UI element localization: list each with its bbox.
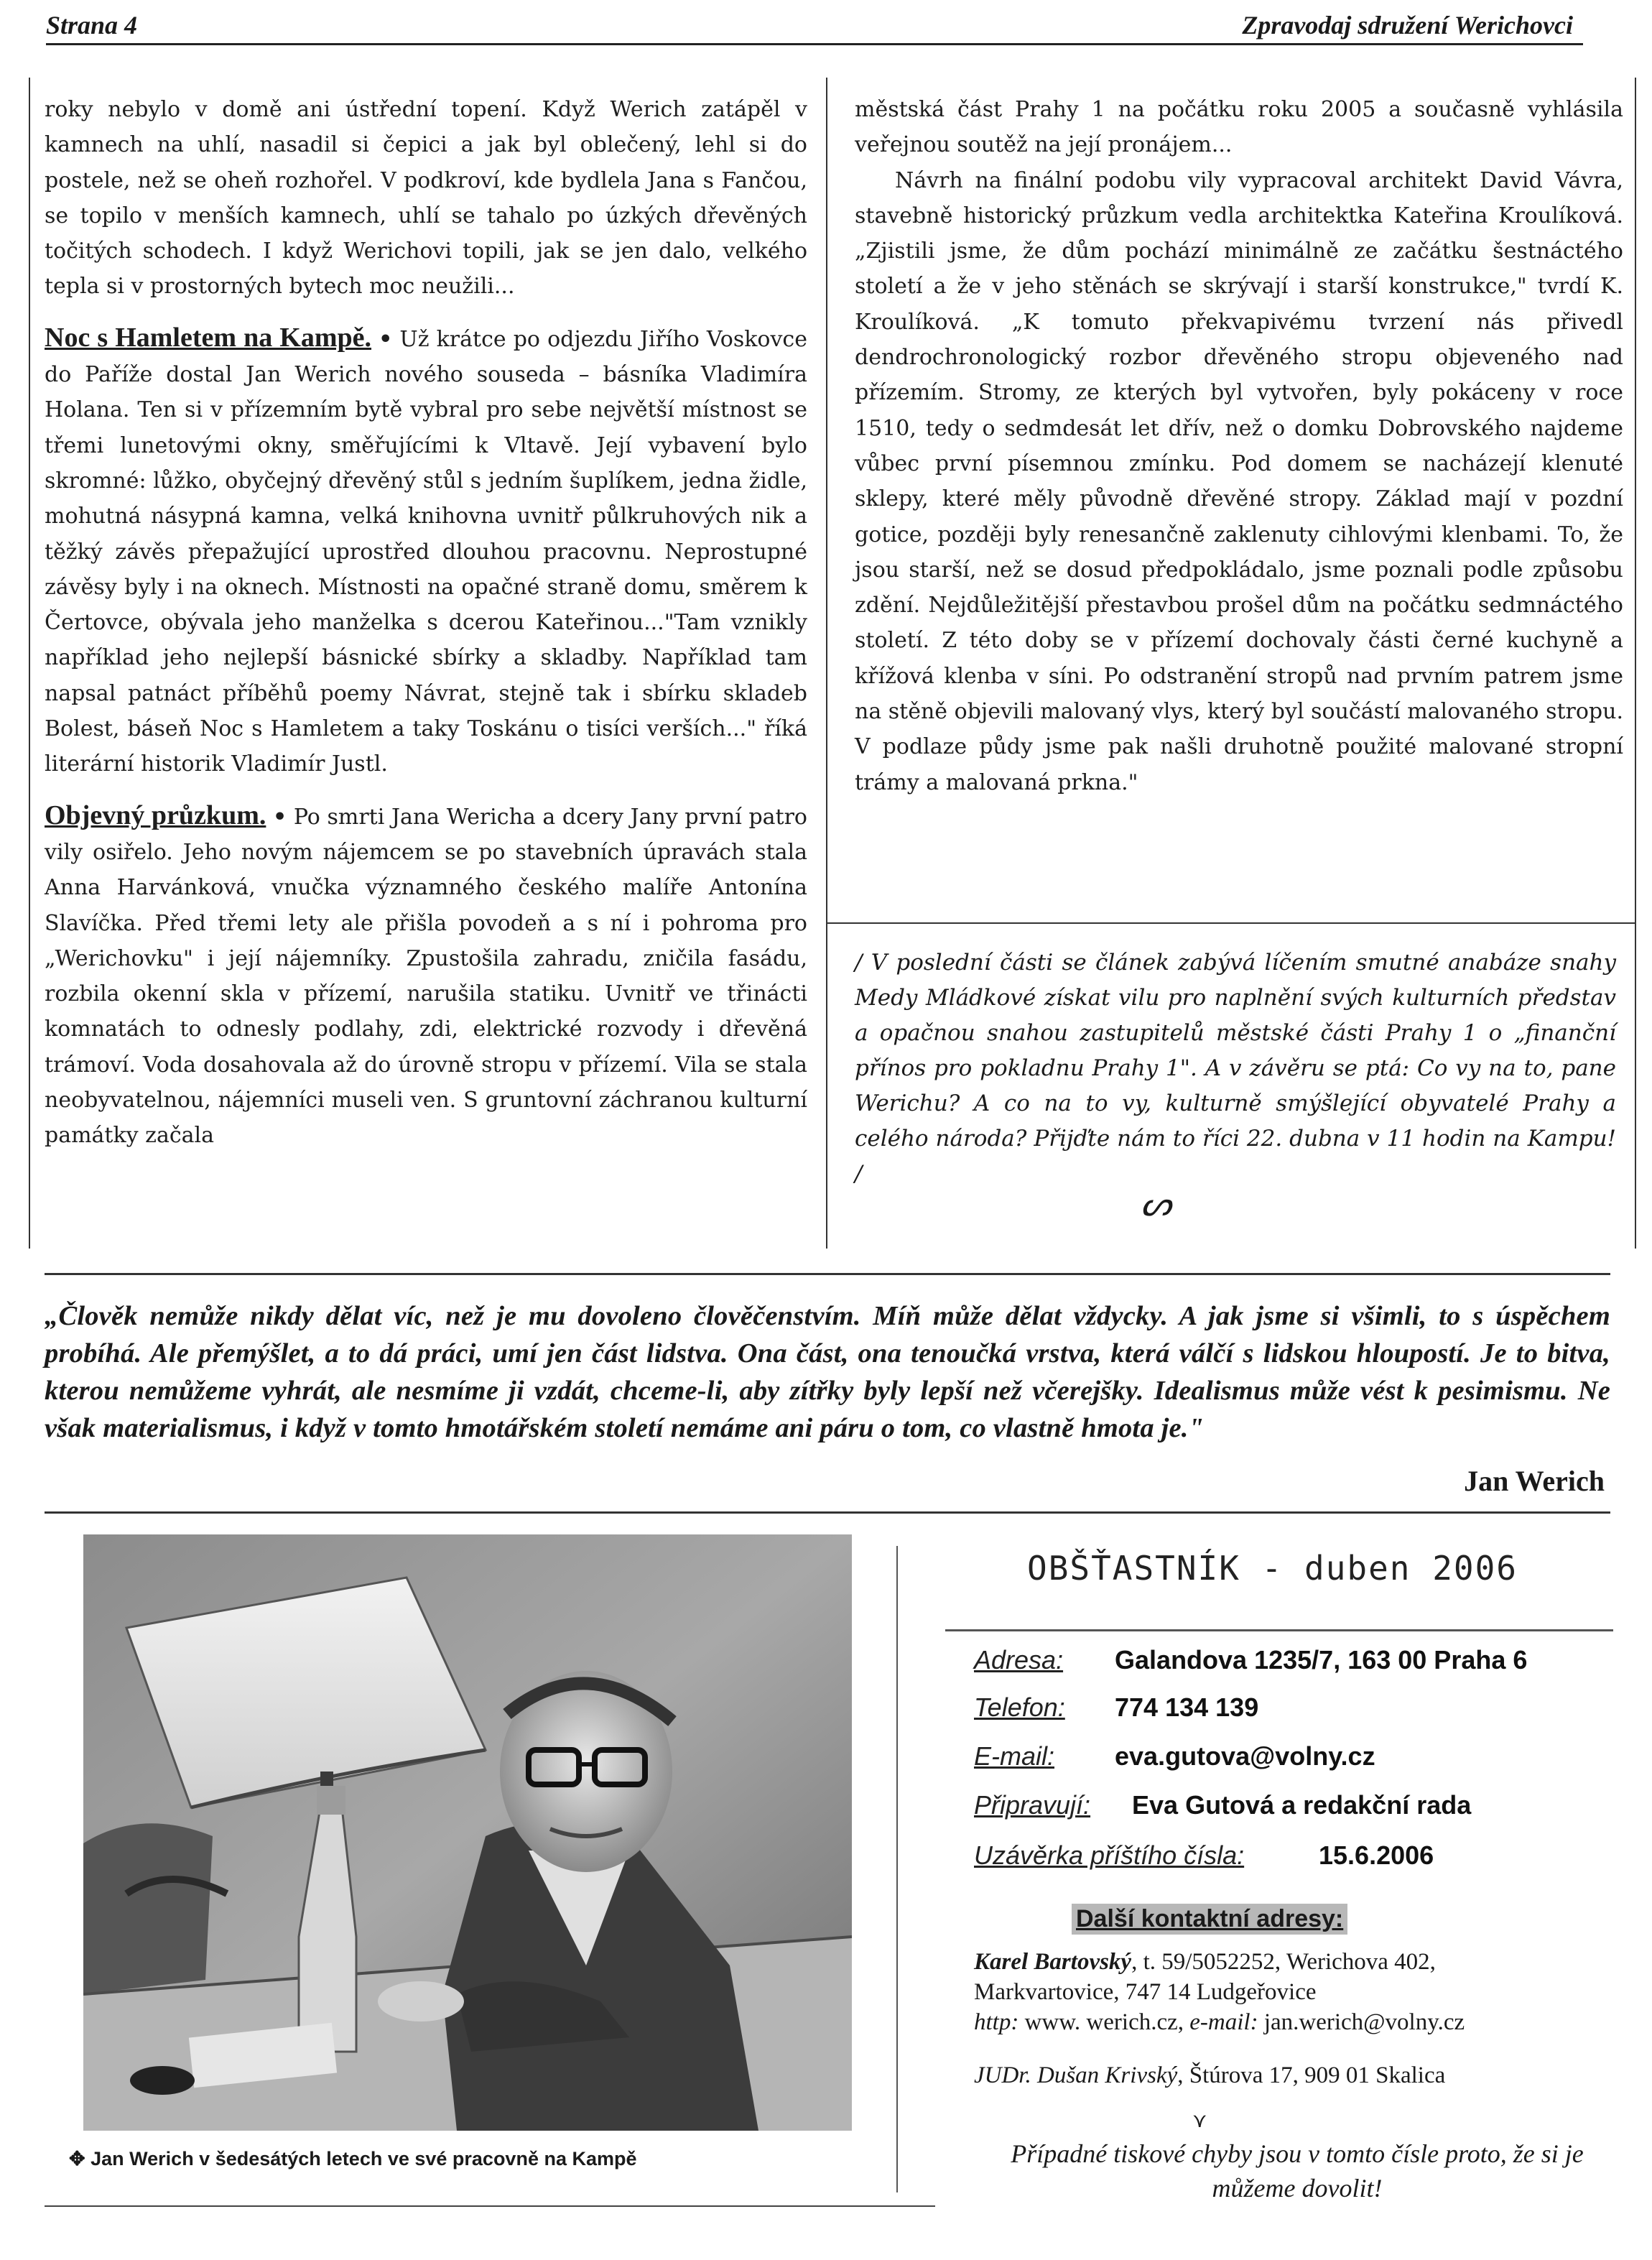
email-value: eva.gutova@volny.cz <box>1115 1741 1375 1771</box>
more-contacts-heading: Další kontaktní adresy: <box>1072 1904 1347 1935</box>
phone-value: 774 134 139 <box>1115 1692 1259 1722</box>
photo-caption: ✥ Jan Werich v šedesátých letech ve své pracovně na Kampě <box>69 2148 637 2169</box>
article-intro-paragraph: roky nebylo v domě ani ústřední topení. Když Werich zatápěl v kamnech na uhlí, nasadil si čepici a jak byl oblečený, lehl si do postele, než se oheň rozhořel. V podkroví, kde bydlela Jana s Fančou, se topilo v menších kamnech, uhlí se tahalo po úzkých dřevěných točitých schodech. I když Werichovi topili, jak se jen dalo, velkého tepla si v prostorných bytech moc neužili... <box>45 97 807 300</box>
werich-quote: „Člověk nemůže nikdy dělat víc, než je mu dovoleno člověčenstvím. Míň může dělat vždycky. A jak jsme si všimli, to s úspěchem probíhá. Ale přemýšlet, a to dá práci, umí jen část lidstva. Ona část, ona tenoučká vrstva, která válčí s lidskou hloupostí. Je to bitva, kterou nemůžeme vyhrát, ale nesmíme ji vzdát, chceme-li, aby zítřky byly lepší než včerejšky. Idealismus může vést k pesimismu. Ne však materialismus, i když v tomto hmotářském století nemáme ani páru o tom, co vlastně hmota je." <box>45 1301 1610 1443</box>
ornament-icon: ᔕ <box>1141 1184 1171 1224</box>
photo-illustration <box>83 1534 852 2131</box>
photo-bottom-rule <box>45 2205 935 2207</box>
section-objevny-pruzkum <box>45 798 807 1154</box>
deadline-value: 15.6.2006 <box>1319 1840 1434 1870</box>
page-number: Strana 4 <box>46 11 138 40</box>
newsletter-title: OBŠŤASTNÍK - duben 2006 <box>1027 1549 1518 1588</box>
prepare-row <box>974 1790 1471 1820</box>
publication-title: Zpravodaj sdružení Werichovci <box>1242 11 1573 40</box>
section-bullet: • <box>379 326 393 352</box>
address-label: Adresa: <box>974 1645 1064 1675</box>
contact-name: Karel Bartovský <box>974 1949 1132 1975</box>
email-label-2: e-mail: <box>1189 2009 1258 2035</box>
jan-werich-photo <box>83 1534 852 2131</box>
email-label: E-mail: <box>974 1741 1055 1771</box>
contact-email[interactable]: jan.werich@volny.cz <box>1258 2009 1465 2035</box>
note-rule <box>826 922 1636 924</box>
contact-address: Markvartovice, 747 14 Ludgeřovice <box>974 1979 1317 2005</box>
section-bullet: • <box>273 804 287 830</box>
contact-name: JUDr. Dušan Krivský <box>974 2062 1178 2088</box>
header-rule <box>46 43 1583 45</box>
editor-note: / V poslední části se článek zabývá líčením smutné anabáze snahy Medy Mládkové získat vilu pro naplnění svých kulturních představ a opačnou snahou zastupitelů městské části Prahy 1 o „finanční přínos pro pokladnu Prahy 1". A v závěru se ptá: Co vy na to, pane Werichu? A co na to vy, kulturně smýšlející obyvatelé Prahy a celého národa? Přijďte nám to říci 22. dubna v 11 hodin na Kampu! / <box>855 950 1616 1187</box>
address-row <box>974 1645 1527 1675</box>
prepare-label: Připravují: <box>974 1790 1091 1820</box>
http-label: http: <box>974 2009 1019 2035</box>
section-title-noc-s-hamletem: Noc s Hamletem na Kampě. <box>45 322 372 353</box>
phone-row <box>974 1692 1258 1723</box>
deadline-row <box>974 1840 1434 1871</box>
article-paragraph: Návrh na finální podobu vily vypracoval architekt David Vávra, stavebně historický průzkum vedla architektka Kateřina Kroulíková. „Zjistili jsme, že dům pochází minimálně ze začátku šestnáctého století a že v jeho stěnách se skrývají i starší konstrukce," tvrdí K. Kroulíková. „K tomuto překvapivému tvrzení nás přivedl dendrochronologický rozbor dřevěného stropu objeveného nad přízemím. Stromy, ze kterých byl vytvořen, byly pokáceny v roce 1510, tedy o sedmdesát let dřív, než o domku Dobrovského najdeme vůbec první písemnou zmínku. Pod domem se nacházejí klenuté sklepy, které měly původně dřevěné stropy. Základ mají v pozdní gotice, později byly renesančně zaklenuty cihlovými klenbami. To, že jsou starší, než se dosud předpokládalo, jsme poznali podle způsobu zdění. Nejdůležitější přestavbou prošel dům na počátku sedmnáctého století. Z této doby se v přízemí dochovaly části černé kuchyně a křížová klenba v síni. Po odstranění stropů nad prvním patrem jsme na stěně objevili malovaný vlys, který byl součástí malovaného stropu. V podlaze půdy jsme pak našli druhotně použité malované stropní trámy a malovaná prkna." <box>855 167 1623 795</box>
article-paragraph: městská část Prahy 1 na počátku roku 2005 a současně vyhlásila veřejnou soutěž na její pronájem... <box>855 97 1623 158</box>
prepare-value: Eva Gutová a redakční rada <box>1132 1790 1472 1820</box>
email-row <box>974 1741 1375 1772</box>
section-text: Po smrti Jana Wericha a dcery Jany první patro vily osiřelo. Jeho novým nájemcem se po stavebních úpravách stala Anna Harvánková, vnučka významného českého malíře Antonína Slavíčka. Před třemi lety ale přišla povodeň a s ní i pohroma pro „Werichovku" i její nájemníky. Zpustošila zahradu, zničila fasádu, rozbila okenní skla v přízemí, narušila statiku. Uvnitř ve třinácti komnatách to odnesly podlahy, zdi, elektrické rozvody i dřevěná trámoví. Voda dosahovala až do úrovně stropu v přízemí. Vila se stala neobyvatelnou, nájemníci museli ven. S gruntovní záchranou kulturní památky začala <box>45 804 807 1149</box>
contact-krivsky <box>974 2060 1445 2090</box>
website-link[interactable]: www. werich.cz, <box>1018 2009 1190 2035</box>
section-text: Už krátce po odjezdu Jiřího Voskovce do Paříže dostal Jan Werich nového souseda – básníka Vladimíra Holana. Ten si v přízemním bytě vybral pro sebe největší místnost se třemi lunetovými okny, směřujícími k Vltavě. Její vybavení bylo skromné: lůžko, obyčejný dřevěný stůl s jedním šuplíkem, jedna židle, mohutná násypná kamna, velká knihovna uvnitř půlkruhových nik a těžký závěs přepažující uprostřed dlouhou pracovnu. Neprostupné závěsy byly i na oknech. Místnosti na opačné straně domu, směrem k Čertovce, obývala jeho manželka s dcerou Kateřinou..."Tam vznikly například jeho nejlepší básnické sbírky a skladby. Například tam napsal patnáct příběhů poemy Návrat, stejně tak i sbírku skladeb Bolest, báseň Noc s Hamletem a taky Toskánu o tisíci verších..." říká literární historik Vladimír Justl. <box>45 326 807 777</box>
contact-bartovsky <box>974 1947 1465 2037</box>
contact-details: , Štúrova 17, 909 01 Skalica <box>1177 2062 1446 2088</box>
section-noc-s-hamletem <box>45 320 807 782</box>
quote-rule-top <box>45 1273 1610 1275</box>
column-rule-middle <box>826 78 827 1249</box>
info-rule <box>945 1629 1613 1631</box>
address-value: Galandova 1235/7, 163 00 Praha 6 <box>1115 1645 1528 1675</box>
column-rule-right <box>1635 78 1636 1249</box>
article-left-column <box>45 92 807 1154</box>
footer-note: Případné tiskové chyby jsou v tomto čísle proto, že si je můžeme dovolit! <box>1011 2139 1584 2203</box>
photo-divider <box>896 1546 898 2192</box>
divider-mark-icon: ⋎ <box>1192 2110 1207 2132</box>
section-title-objevny-pruzkum: Objevný průzkum. <box>45 800 266 830</box>
article-right-column <box>855 92 1623 800</box>
phone-label: Telefon: <box>974 1692 1065 1722</box>
deadline-label: Uzávěrka příštího čísla: <box>974 1840 1245 1870</box>
quote-rule-bottom <box>45 1511 1610 1514</box>
column-rule-left <box>29 78 30 1249</box>
quote-author: Jan Werich <box>1464 1465 1605 1497</box>
contact-details: , t. 59/5052252, Werichova 402, <box>1131 1949 1436 1975</box>
